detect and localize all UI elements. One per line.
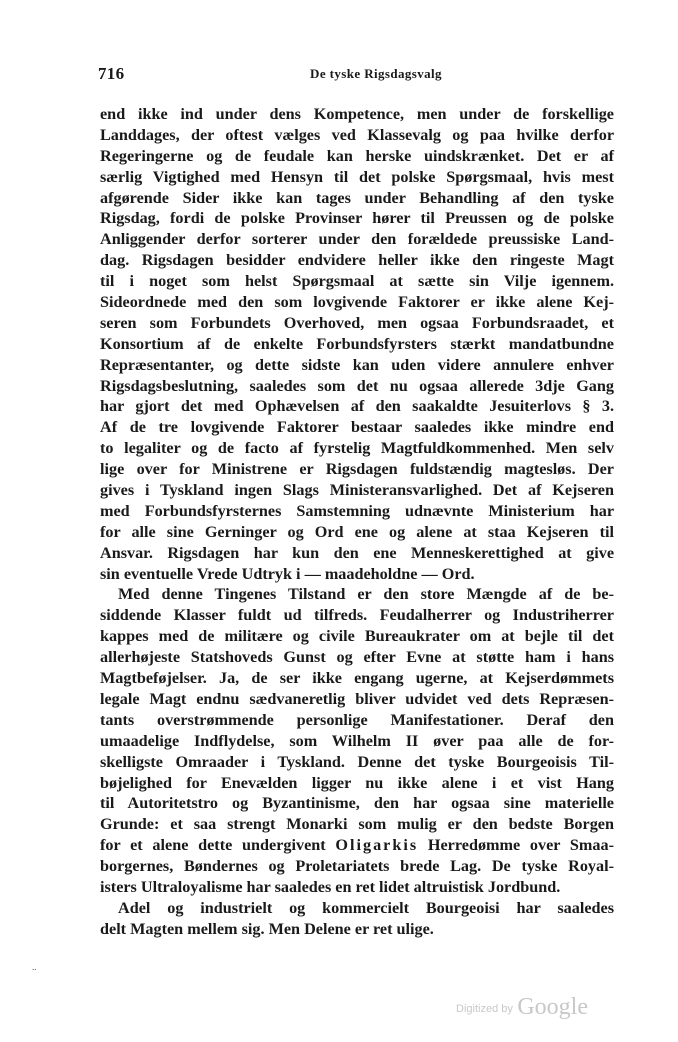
text-line: to legaliter og de facto af fyrstelig Magtfuldkommenhed. Men selv	[100, 439, 614, 458]
text-line: Med denne Tingenes Tilstand er den store Mængde af de be-	[118, 585, 614, 604]
watermark-logo: Google	[517, 994, 588, 1020]
text-line: siddende Klasser fuldt ud tilfreds. Feudalherrer og Industriherrer	[100, 606, 614, 625]
text-segment: for et alene dette undergivent	[100, 836, 336, 855]
text-line: gives i Tyskland ingen Slags Ministeransvarlighed. Det af Kejseren	[100, 481, 614, 500]
text-line: Grunde: et saa strengt Monarki som mulig er den bedste Borgen	[100, 815, 614, 834]
text-line: umaadelige Indflydelse, som Wilhelm II øver paa alle de for-	[100, 731, 614, 750]
text-line: til i noget som helst Spørgsmaal at sætte sin Vilje igennem.	[100, 272, 614, 291]
text-line: Magtbeføjelser. Ja, de ser ikke engang ugerne, at Kejserdømmets	[100, 669, 614, 688]
text-line: legale Magt endnu sædvaneretlig bliver udvidet ved dets Repræsen-	[100, 689, 614, 708]
text-line: Rigsdag, fordi de polske Provinser hører til Preussen og de polske	[100, 209, 614, 228]
text-segment: Herredømme over Smaa-	[418, 836, 614, 855]
text-line: seren som Forbundets Overhoved, men ogsaa Forbundsraadet, et	[100, 313, 614, 332]
margin-mark: ..	[32, 962, 37, 972]
text-line: isters Ultraloyalisme har saaledes en ret lidet altruistisk Jordbund.	[100, 877, 561, 896]
text-line: Konsortium af de enkelte Forbundsfyrsters stærkt mandatbundne	[100, 334, 614, 353]
text-line: Ansvar. Rigsdagen har kun den ene Menneskerettighed at give	[100, 543, 614, 562]
text-line: Anliggender derfor sorterer under den forældede preussiske Land-	[100, 230, 614, 249]
text-line: Rigsdagsbeslutning, saaledes som det nu ogsaa allerede 3dje Gang	[100, 376, 614, 395]
running-title: De tyske Rigsdagsvalg	[310, 66, 442, 81]
text-line: Adel og industrielt og kommercielt Bourgeoisi har saaledes	[118, 898, 614, 917]
page-number: 716	[98, 64, 125, 83]
text-line: Sideordnede med den som lovgivende Faktorer er ikke alene Kej-	[100, 293, 614, 312]
text-line: borgernes, Bøndernes og Proletariatets brede Lag. De tyske Royal-	[100, 857, 614, 876]
text-line: afgørende Sider ikke kan tages under Behandling af den tyske	[100, 188, 614, 207]
text-line: end ikke ind under dens Kompetence, men under de forskellige	[100, 105, 614, 123]
text-line: Regeringerne og de feudale kan herske uindskrænket. Det er af	[100, 146, 614, 165]
text-line: delt Magten mellem sig. Men Delene er ret ulige.	[100, 919, 434, 938]
text-line: med Forbundsfyrsternes Samstemning udnævnte Ministerium har	[100, 501, 614, 520]
watermark-prefix: Digitized by	[456, 1003, 513, 1015]
text-line: har gjort det med Ophævelsen af den saakaldte Jesuiterlovs § 3.	[100, 397, 614, 416]
google-watermark	[456, 994, 588, 1021]
text-line: Landdages, der oftest vælges ved Klassevalg og paa hvilke derfor	[100, 125, 614, 144]
text-line: sin eventuelle Vrede Udtryk i — maadeholdne — Ord.	[100, 564, 475, 583]
text-line: Af de tre lovgivende Faktorer bestaar saaledes ikke mindre end	[100, 418, 614, 437]
page-header	[98, 64, 614, 86]
text-line: kappes med de militære og civile Bureaukrater om at bejle til det	[100, 627, 614, 646]
spaced-emphasis: Oligarkis	[335, 836, 419, 855]
text-line: bøjelighed for Enevælden ligger nu ikke alene i et vist Hang	[100, 773, 614, 792]
text-line: skelligste Omraader i Tyskland. Denne det tyske Bourgeoisis Til-	[100, 752, 614, 771]
text-line: til Autoritetstro og Byzantinisme, den har ogsaa sine materielle	[100, 794, 614, 813]
text-line: lige over for Ministrene er Rigsdagen fuldstændig magtesløs. Der	[100, 460, 614, 479]
text-line: tants overstrømmende personlige Manifestationer. Deraf den	[100, 710, 614, 729]
text-line: dag. Rigsdagen besidder endvidere heller ikke den ringeste Magt	[100, 251, 614, 270]
text-line: Repræsentanter, og dette sidste kan uden videre annulere enhver	[100, 355, 614, 374]
text-line: allerhøjeste Statshoveds Gunst og efter Evne at støtte ham i hans	[100, 648, 614, 667]
text-line: for alle sine Gerninger og Ord ene og alene at staa Kejseren til	[100, 522, 614, 541]
text-line	[100, 835, 614, 856]
body-text	[100, 104, 614, 940]
text-line: særlig Vigtighed med Hensyn til det polske Spørgsmaal, hvis mest	[100, 167, 614, 186]
